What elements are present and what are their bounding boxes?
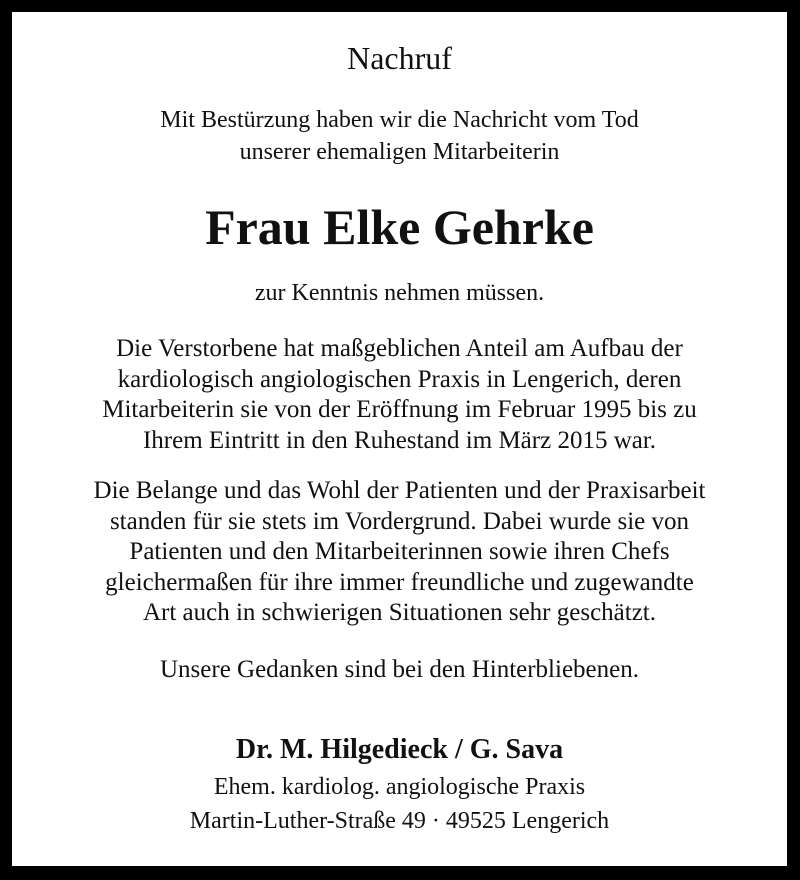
paragraph-line: gleichermaßen für ihre immer freundliche und zugewandte — [105, 568, 694, 596]
notice-title: Nachruf — [347, 40, 452, 76]
obituary-notice — [12, 12, 787, 866]
signature-practice: Ehem. kardiolog. angiologische Praxis — [213, 774, 586, 800]
paragraph-line: kardiologisch angiologischen Praxis in Lengerich, deren — [117, 365, 682, 393]
signature-address: Martin-Luther-Straße 49 · 49525 Lengerich — [189, 808, 610, 834]
paragraph-line: Art auch in schwierigen Situationen sehr geschätzt. — [142, 599, 657, 626]
closing-text: Unsere Gedanken sind bei den Hinterbliebenen. — [159, 656, 639, 683]
paragraph-line: Patienten und den Mitarbeiterinnen sowie ihren Chefs — [129, 538, 670, 565]
intro-line: unserer ehemaligen Mitarbeiterin — [239, 139, 560, 165]
paragraph-2 — [12, 476, 787, 629]
paragraph-line: standen für sie stets im Vordergrund. Dabei wurde sie von — [109, 507, 690, 535]
intro-text — [12, 104, 787, 168]
deceased-name: Frau Elke Gehrke — [205, 199, 594, 255]
paragraph-line: Ihrem Eintritt in den Ruhestand im März 2015 war. — [142, 426, 657, 454]
signature-names: Dr. M. Hilgedieck / G. Sava — [235, 734, 564, 765]
subline: zur Kenntnis nehmen müssen. — [254, 280, 545, 306]
paragraph-line: Mitarbeiterin sie von der Eröffnung im Februar 1995 bis zu — [102, 396, 697, 423]
intro-line: Mit Bestürzung haben wir die Nachricht vom Tod — [160, 107, 639, 133]
paragraph-line: Die Belange und das Wohl der Patienten und der Praxisarbeit — [93, 477, 706, 504]
paragraph-1 — [12, 334, 787, 456]
paragraph-line: Die Verstorbene hat maßgeblichen Anteil am Aufbau der — [116, 335, 683, 362]
